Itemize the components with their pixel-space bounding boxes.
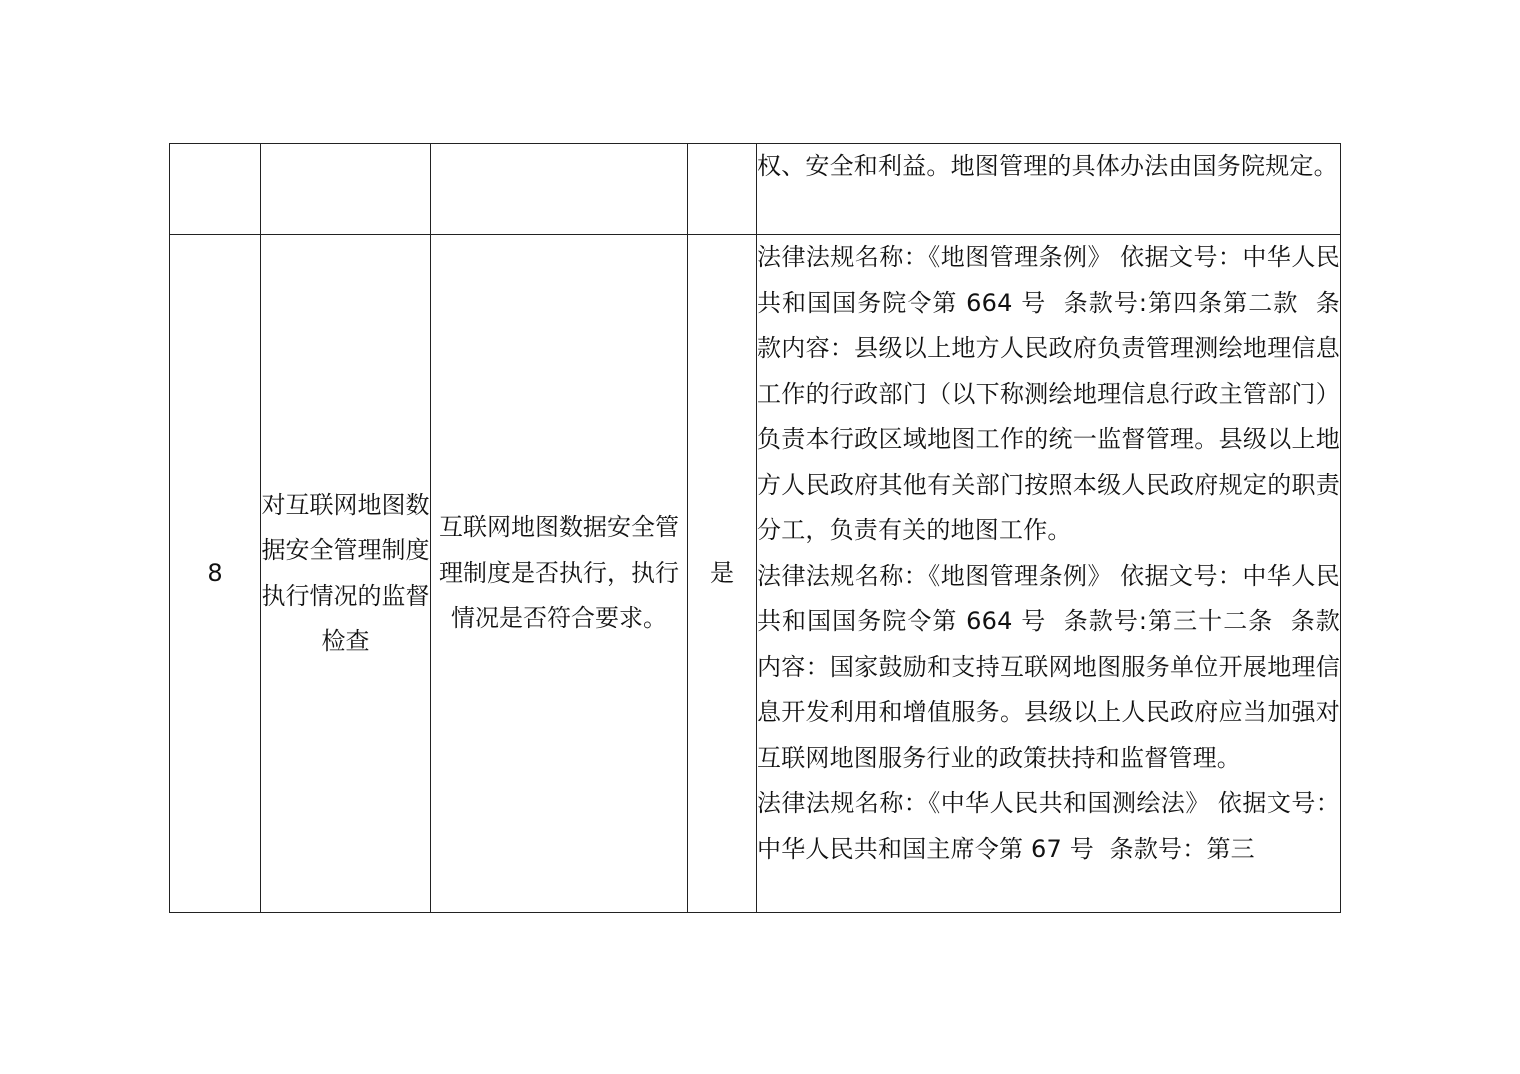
cell-flag-empty	[688, 144, 757, 235]
cell-number: 8	[170, 235, 261, 913]
inspection-items-table	[169, 143, 1341, 913]
basis-paragraph-2: 法律法规名称：《地图管理条例》 依据文号：中华人民共和国国务院令第 664 号 条款号:第三十二条 条款内容：国家鼓励和支持互联网地图服务单位开展地理信息开发利用和增值服务。县级以上人民政府应当加强对互联网地图服务行业的政策扶持和监督管理。	[757, 561, 1340, 772]
cell-content-empty	[431, 144, 688, 235]
cell-item-name: 对互联网地图数据安全管理制度执行情况的监督检查	[261, 235, 431, 913]
table-row-continuation	[170, 144, 1341, 235]
cell-legal-basis	[757, 235, 1341, 913]
cell-basis-continuation	[757, 144, 1341, 235]
table-row-8	[170, 235, 1341, 913]
basis-paragraph-3: 法律法规名称：《中华人民共和国测绘法》 依据文号：中华人民共和国主席令第 67 号 条款号：第三	[757, 789, 1340, 863]
basis-continuation-text: 权、安全和利益。地图管理的具体办法由国务院规定。	[757, 152, 1338, 180]
cell-number-empty	[170, 144, 261, 235]
cell-item-empty	[261, 144, 431, 235]
cell-check-content: 互联网地图数据安全管理制度是否执行，执行情况是否符合要求。	[431, 235, 688, 913]
basis-paragraph-1: 法律法规名称：《地图管理条例》 依据文号：中华人民共和国国务院令第 664 号 条款号:第四条第二款 条款内容：县级以上地方人民政府负责管理测绘地理信息工作的行政部门（以下称测绘地理信息行政主管部门）负责本行政区域地图工作的统一监督管理。县级以上地方人民政府其他有关部门按照本级人民政府规定的职责分工，负责有关的地图工作。	[757, 243, 1340, 544]
cell-flag: 是	[688, 235, 757, 913]
